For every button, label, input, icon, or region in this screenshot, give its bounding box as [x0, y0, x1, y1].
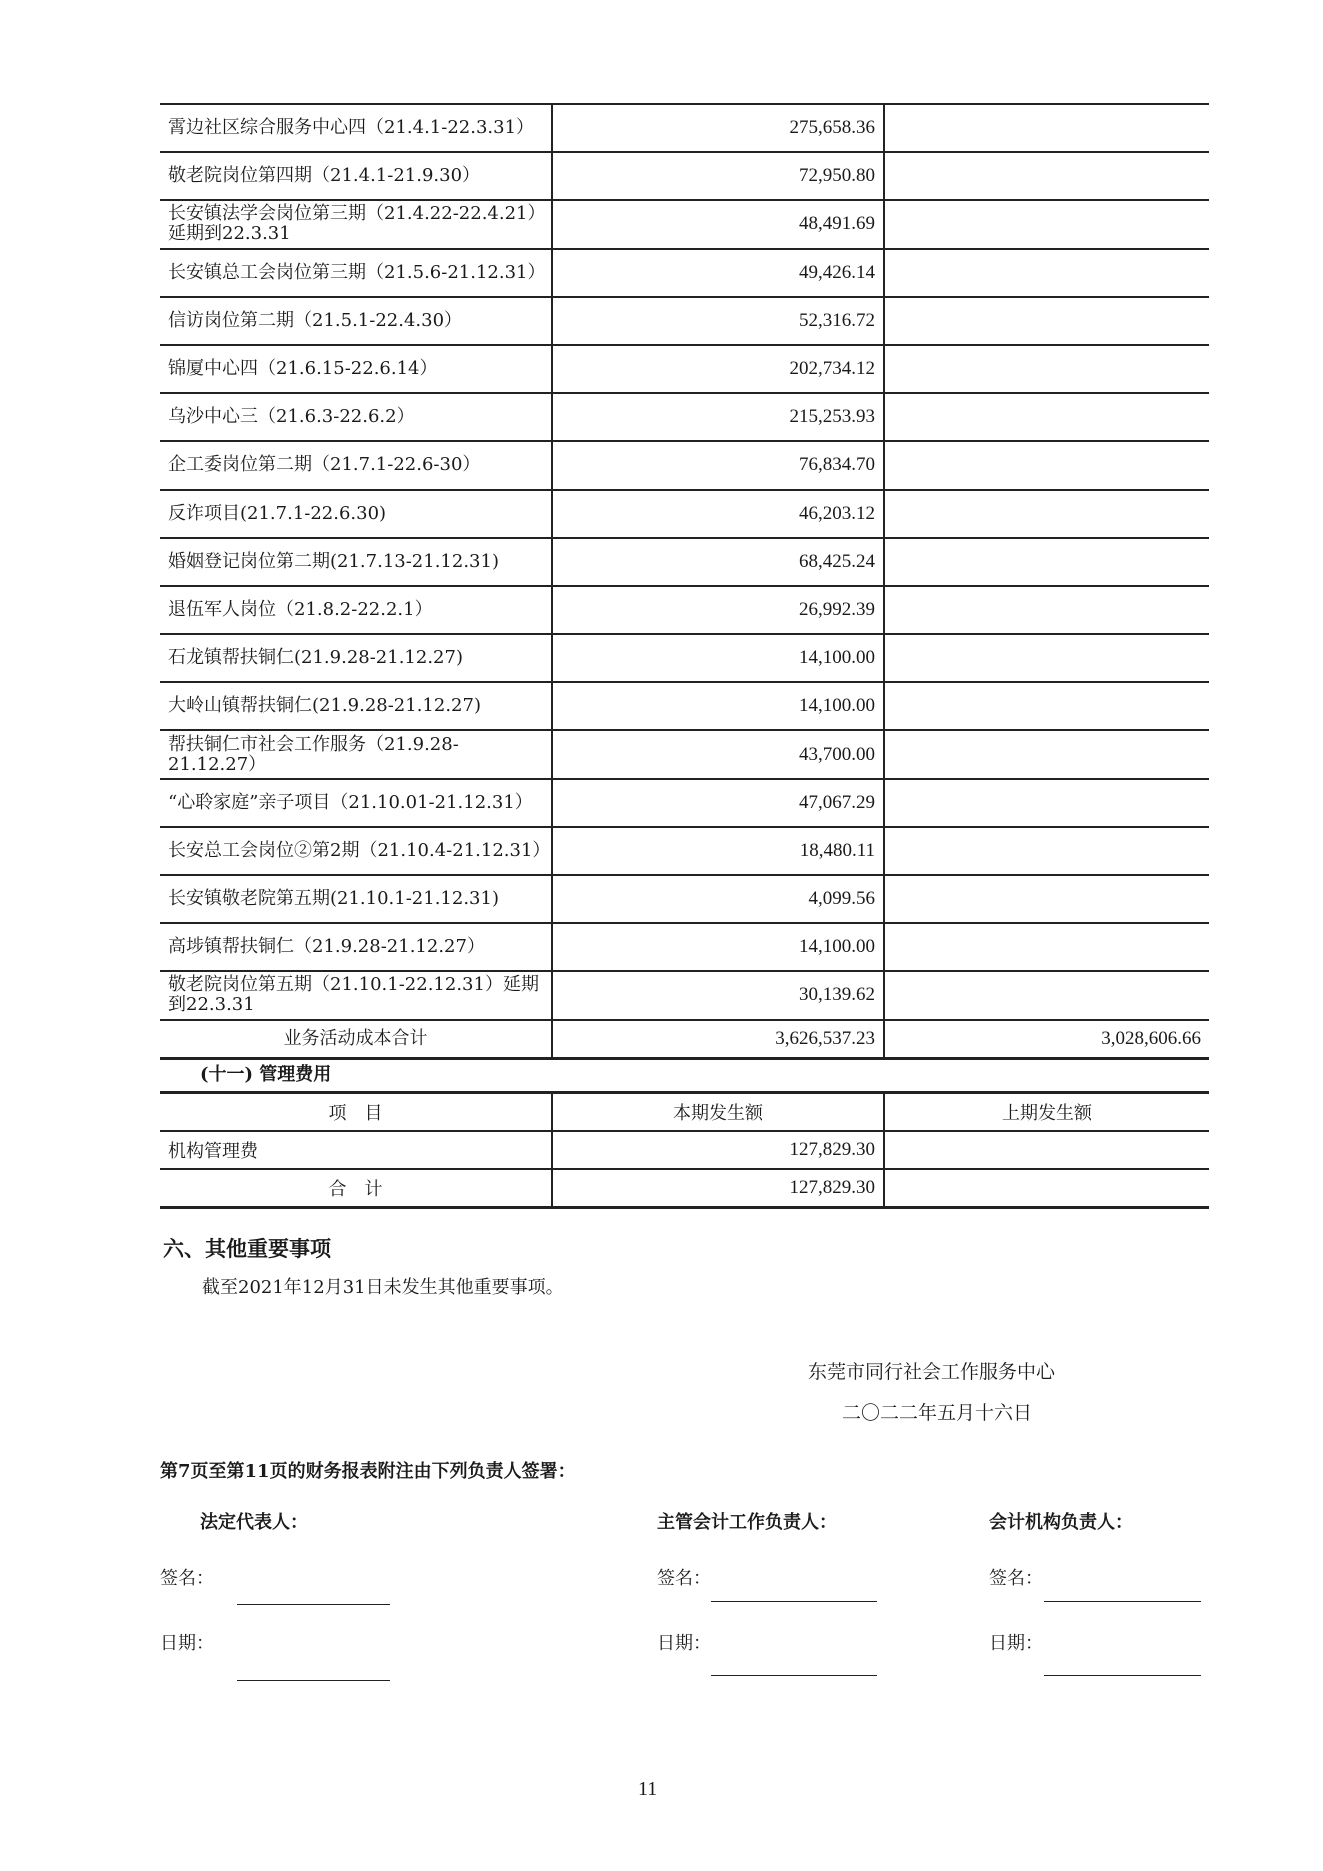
sign-label-1: 签名：	[160, 1568, 214, 1589]
row-item: 企工委岗位第二期（21.7.1-22.6-30）	[160, 441, 552, 489]
row-current: 275,658.36	[552, 104, 884, 152]
row-previous	[884, 971, 1209, 1019]
sign-line-1	[237, 1604, 390, 1605]
row-previous	[884, 923, 1209, 971]
table-row	[160, 779, 1209, 827]
row-item: 长安总工会岗位②第2期（21.10.4-21.12.31）	[160, 827, 552, 875]
table-row	[160, 152, 1209, 200]
row-current: 43,700.00	[552, 730, 884, 778]
row-current: 215,253.93	[552, 393, 884, 441]
row-current: 47,067.29	[552, 779, 884, 827]
total-current: 3,626,537.23	[552, 1020, 884, 1059]
row-item: 反诈项目(21.7.1-22.6.30)	[160, 490, 552, 538]
row-previous	[884, 152, 1209, 200]
page-number: 11	[638, 1778, 658, 1800]
total-label: 合 计	[160, 1169, 552, 1208]
sign-label-2: 签名：	[657, 1568, 711, 1589]
date-line-3	[1044, 1675, 1201, 1676]
row-previous	[884, 538, 1209, 586]
row-item: 石龙镇帮扶铜仁(21.9.28-21.12.27)	[160, 634, 552, 682]
role-legal-representative: 法定代表人：	[200, 1512, 308, 1533]
role-accounting-head: 会计机构负责人：	[989, 1512, 1133, 1533]
table-row	[160, 104, 1209, 152]
table-row	[160, 586, 1209, 634]
table-row	[160, 538, 1209, 586]
row-current: 14,100.00	[552, 923, 884, 971]
row-current: 48,491.69	[552, 200, 884, 248]
row-current: 14,100.00	[552, 682, 884, 730]
total-row	[160, 1169, 1209, 1208]
table-row	[160, 297, 1209, 345]
sign-line-3	[1044, 1601, 1201, 1602]
row-item: 乌沙中心三（21.6.3-22.6.2）	[160, 393, 552, 441]
table-row	[160, 634, 1209, 682]
header-item: 项 目	[160, 1093, 552, 1132]
row-current: 49,426.14	[552, 249, 884, 297]
table-row	[160, 490, 1209, 538]
table-row	[160, 249, 1209, 297]
row-previous	[884, 345, 1209, 393]
row-previous	[884, 393, 1209, 441]
sign-label-3: 签名：	[989, 1568, 1043, 1589]
row-item: 信访岗位第二期（21.5.1-22.4.30）	[160, 297, 552, 345]
business-cost-table	[160, 103, 1209, 1060]
date-label-2: 日期：	[657, 1633, 711, 1654]
row-previous	[884, 634, 1209, 682]
row-previous	[884, 827, 1209, 875]
row-item: 机构管理费	[160, 1131, 552, 1169]
row-item: “心聆家庭”亲子项目（21.10.01-21.12.31）	[160, 779, 552, 827]
row-current: 26,992.39	[552, 586, 884, 634]
report-date: 二〇二二年五月十六日	[842, 1402, 1033, 1424]
table-row	[160, 923, 1209, 971]
row-current: 52,316.72	[552, 297, 884, 345]
sign-line-2	[711, 1601, 877, 1602]
row-current: 4,099.56	[552, 875, 884, 923]
row-previous	[884, 490, 1209, 538]
row-item: 大岭山镇帮扶铜仁(21.9.28-21.12.27)	[160, 682, 552, 730]
row-current: 46,203.12	[552, 490, 884, 538]
org-name: 东莞市同行社会工作服务中心	[808, 1361, 1056, 1383]
row-item: 敬老院岗位第四期（21.4.1-21.9.30）	[160, 152, 552, 200]
row-previous	[884, 779, 1209, 827]
row-current: 72,950.80	[552, 152, 884, 200]
table-row	[160, 682, 1209, 730]
row-previous	[884, 441, 1209, 489]
table-row	[160, 200, 1209, 248]
role-chief-accountant: 主管会计工作负责人：	[657, 1512, 837, 1533]
row-previous	[884, 200, 1209, 248]
total-previous	[884, 1169, 1209, 1208]
table-row	[160, 441, 1209, 489]
total-current: 127,829.30	[552, 1169, 884, 1208]
table-row	[160, 730, 1209, 778]
row-item: 帮扶铜仁市社会工作服务（21.9.28-21.12.27）	[160, 730, 552, 778]
row-item: 霄边社区综合服务中心四（21.4.1-22.3.31）	[160, 104, 552, 152]
row-item: 退伍军人岗位（21.8.2-22.2.1）	[160, 586, 552, 634]
admin-expense-title: (十一) 管理费用	[200, 1064, 332, 1085]
admin-header-row	[160, 1093, 1209, 1132]
row-current: 127,829.30	[552, 1131, 884, 1169]
row-previous	[884, 682, 1209, 730]
row-item: 长安镇总工会岗位第三期（21.5.6-21.12.31）	[160, 249, 552, 297]
signature-intro: 第7页至第11页的财务报表附注由下列负责人签署：	[160, 1461, 576, 1482]
row-current: 30,139.62	[552, 971, 884, 1019]
row-item: 婚姻登记岗位第二期(21.7.13-21.12.31)	[160, 538, 552, 586]
row-previous	[884, 297, 1209, 345]
row-current: 18,480.11	[552, 827, 884, 875]
row-item: 锦厦中心四（21.6.15-22.6.14）	[160, 345, 552, 393]
row-current: 14,100.00	[552, 634, 884, 682]
header-current: 本期发生额	[552, 1093, 884, 1132]
row-previous	[884, 249, 1209, 297]
row-previous	[884, 875, 1209, 923]
row-current: 202,734.12	[552, 345, 884, 393]
table-row	[160, 1131, 1209, 1169]
row-item: 敬老院岗位第五期（21.10.1-22.12.31）延期到22.3.31	[160, 971, 552, 1019]
total-row	[160, 1020, 1209, 1059]
row-current: 76,834.70	[552, 441, 884, 489]
total-previous: 3,028,606.66	[884, 1020, 1209, 1059]
row-previous	[884, 586, 1209, 634]
table-row	[160, 827, 1209, 875]
other-matters-text: 截至2021年12月31日未发生其他重要事项。	[202, 1277, 564, 1298]
header-previous: 上期发生额	[884, 1093, 1209, 1132]
date-line-1	[237, 1680, 390, 1681]
row-previous	[884, 104, 1209, 152]
table-row	[160, 393, 1209, 441]
date-line-2	[711, 1675, 877, 1676]
table-row	[160, 345, 1209, 393]
row-item: 长安镇敬老院第五期(21.10.1-21.12.31)	[160, 875, 552, 923]
table-row	[160, 875, 1209, 923]
row-previous	[884, 730, 1209, 778]
date-label-3: 日期：	[989, 1633, 1043, 1654]
table-row	[160, 971, 1209, 1019]
row-item: 长安镇法学会岗位第三期（21.4.22-22.4.21）延期到22.3.31	[160, 200, 552, 248]
row-previous	[884, 1131, 1209, 1169]
date-label-1: 日期：	[160, 1633, 214, 1654]
total-label: 业务活动成本合计	[160, 1020, 552, 1059]
admin-expense-table	[160, 1091, 1209, 1209]
section-heading-other-matters: 六、其他重要事项	[163, 1236, 331, 1261]
row-item: 高埗镇帮扶铜仁（21.9.28-21.12.27）	[160, 923, 552, 971]
row-current: 68,425.24	[552, 538, 884, 586]
